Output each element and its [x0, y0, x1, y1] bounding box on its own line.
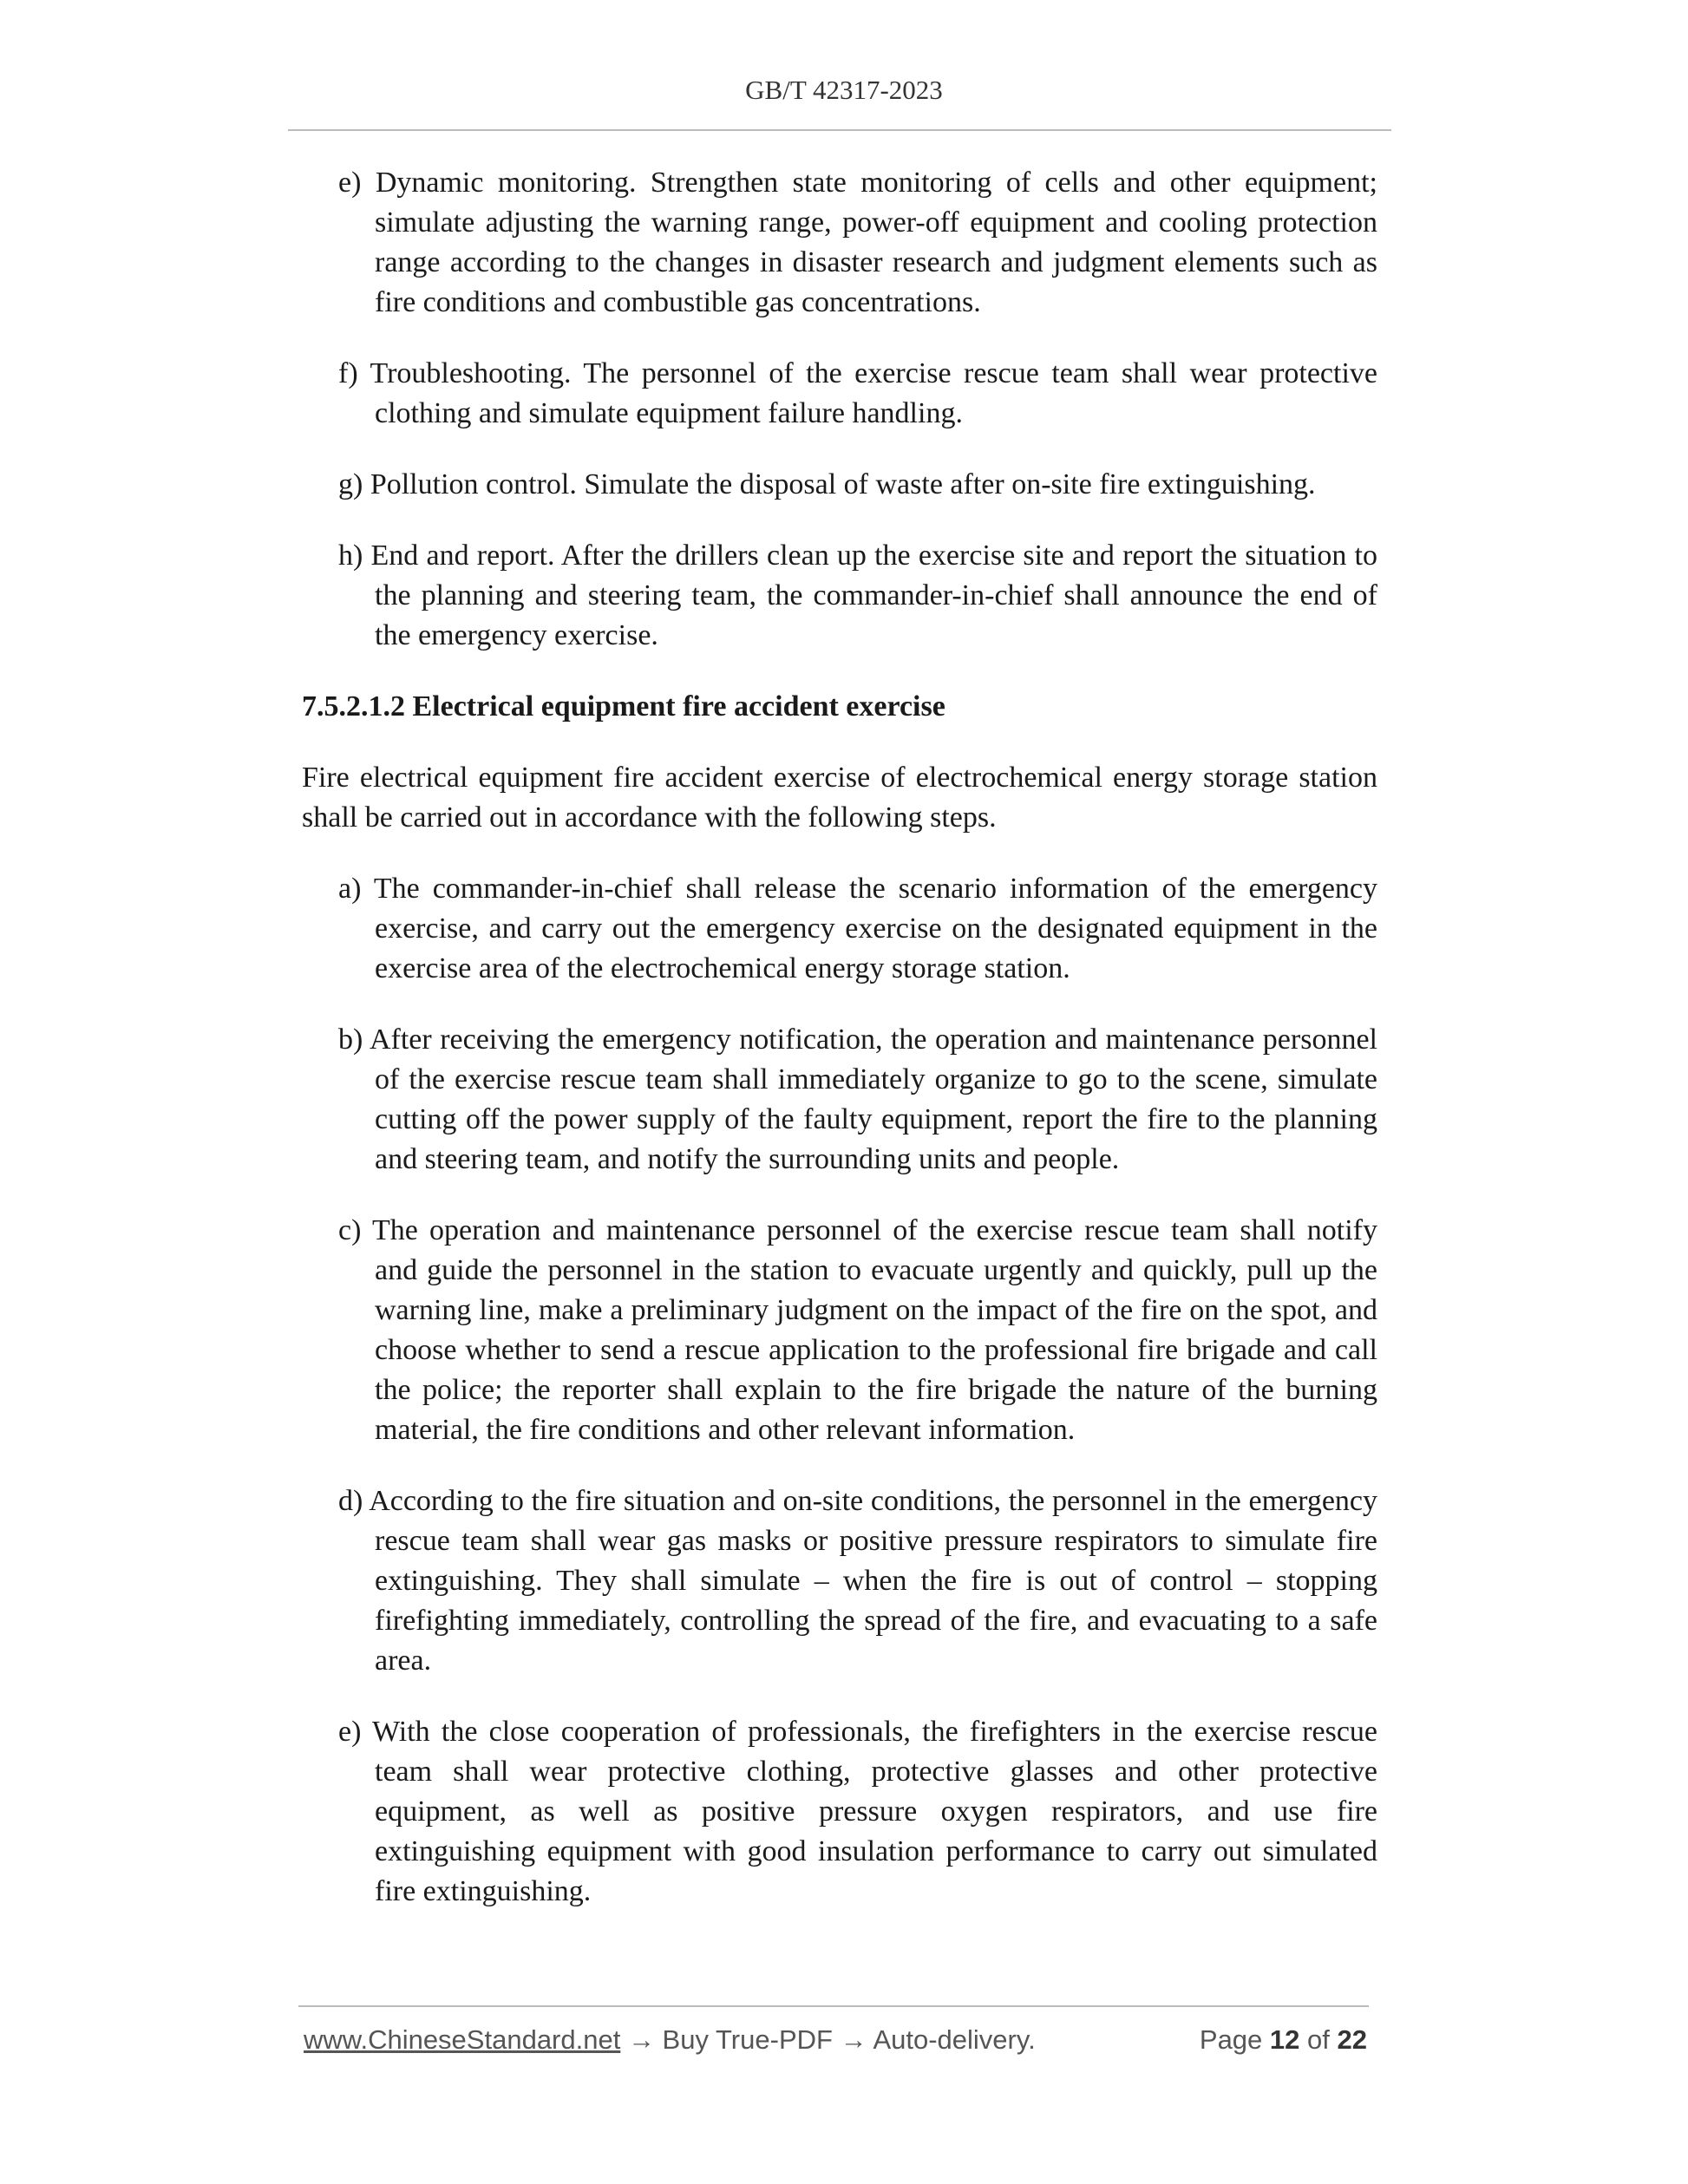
list-item-d: d) According to the fire situation and on-site conditions, the personnel in the emergency rescue team shall wear gas masks or positive pressure respirators to simulate fire extinguishing. They shall simulate – when the fire is out of control – stopping firefighting immediately, controlling the spread of the fire, and evacuating to a safe area.	[338, 1485, 1377, 1677]
page-label: Page	[1199, 2024, 1263, 2055]
list-item-g: g) Pollution control. Simulate the disposal of waste after on-site fire extinguishing.	[338, 468, 1316, 500]
list-item-c: c) The operation and maintenance personnel of the exercise rescue team shall notify and guide the personnel in the station to evacuate urgently and quickly, pull up the warning line, make a preliminary judgment on the impact of the fire on the spot, and choose whether to send a rescue application to the professional fire brigade and call the police; the reporter shall explain to the fire brigade the nature of the burning material, the fire conditions and other relevant information.	[338, 1214, 1377, 1446]
list-item-f: f) Troubleshooting. The personnel of the exercise rescue team shall wear protective clothing and simulate equipment failure handling.	[338, 357, 1377, 429]
page-number: 12	[1269, 2024, 1300, 2055]
of-label: of	[1307, 2024, 1330, 2055]
page-header-title: GB/T 42317-2023	[745, 75, 943, 105]
list-item-a: a) The commander-in-chief shall release the scenario information of the emergency exercise, and carry out the emergency exercise on the designated equipment in the exercise area of the electrochemical energy storage station.	[338, 873, 1377, 984]
list-item-b: b) After receiving the emergency notification, the operation and maintenance personnel of the exercise rescue team shall immediately organize to go to the scene, simulate cutting off the power supply of the faulty equipment, report the fire to the planning and steering team, and notify the surrounding units and people.	[338, 1023, 1377, 1175]
section-heading: 7.5.2.1.2 Electrical equipment fire accident exercise	[302, 690, 945, 723]
page-indicator	[1200, 2024, 1367, 2056]
footer-promo	[304, 2024, 1036, 2056]
list-item-e-first: e) Dynamic monitoring. Strengthen state monitoring of cells and other equipment; simulate adjusting the warning range, power-off equipment and cooling protection range according to the changes in disaster research and judgment elements such as fire conditions and combustible gas concentrations.	[338, 167, 1377, 318]
document-body	[302, 163, 1377, 1943]
section-intro: Fire electrical equipment fire accident exercise of electrochemical energy storage station shall be carried out in accordance with the following steps.	[302, 762, 1377, 834]
footer-divider	[298, 2005, 1369, 2007]
list-item-e-second: e) With the close cooperation of professionals, the firefighters in the exercise rescue team shall wear protective clothing, protective glasses and other protective equipment, as well as positive pressure oxygen respirators, and use fire extinguishing equipment with good insulation performance to carry out simulated fire extinguishing.	[338, 1716, 1377, 1907]
total-pages: 22	[1337, 2024, 1367, 2055]
header-divider	[288, 129, 1391, 131]
footer-tagline: → Buy True-PDF → Auto-delivery.	[620, 2024, 1036, 2055]
list-item-h: h) End and report. After the drillers clean up the exercise site and report the situation to the planning and steering team, the commander-in-chief shall announce the end of the emergency exercise.	[338, 539, 1377, 651]
website-link[interactable]: www.ChineseStandard.net	[304, 2024, 621, 2055]
page-footer	[304, 2024, 1367, 2056]
